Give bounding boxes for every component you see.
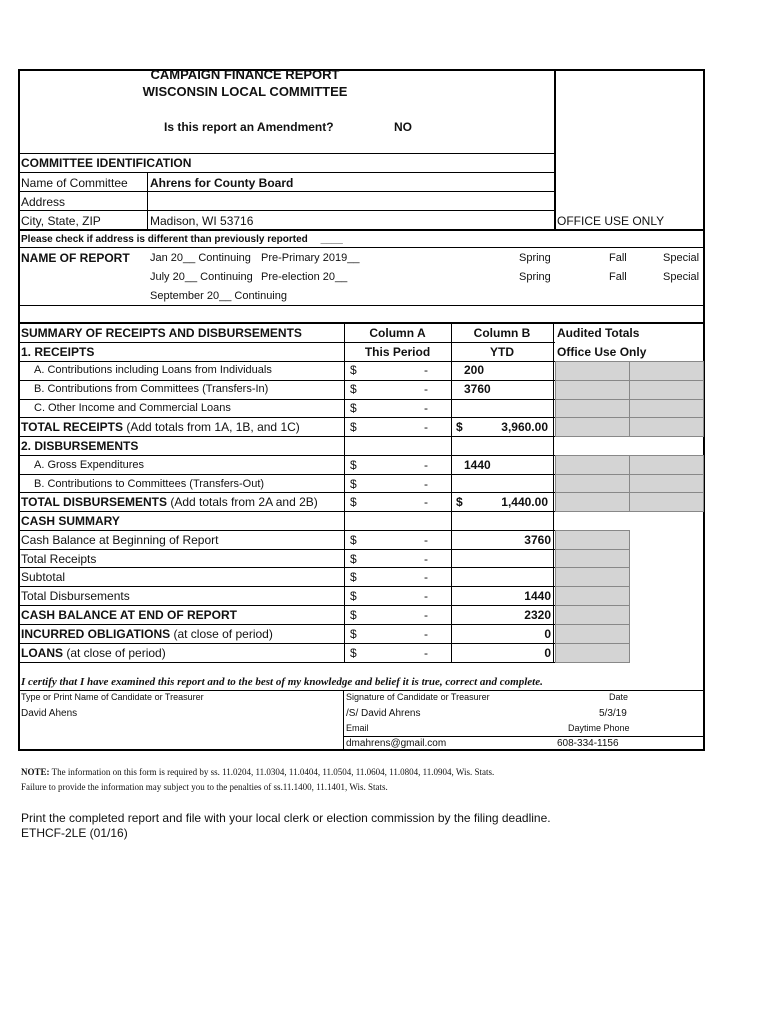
row-rule	[18, 474, 555, 475]
report-option-september[interactable]: September 20__ Continuing	[150, 290, 287, 302]
committee-name-field[interactable]: Ahrens for County Board	[150, 176, 294, 190]
report-name-bottom-rule	[18, 305, 705, 306]
total-receipts-label: TOTAL RECEIPTS	[21, 420, 124, 434]
footer-note	[21, 767, 494, 777]
row-rule	[18, 530, 555, 531]
receipts-title: 1. RECEIPTS	[21, 345, 95, 359]
disbursement-a-label: A. Gross Expenditures	[34, 459, 145, 471]
committee-name-label: Name of Committee	[21, 176, 128, 190]
audited-cell	[555, 474, 630, 493]
cash-row-col-b[interactable]: 3760	[524, 533, 551, 547]
column-b-header: Column B	[473, 326, 531, 340]
phone-label: Daytime Phone	[568, 723, 630, 733]
certification-statement: I certify that I have examined this report and to the best of my knowledge and belief it is true, correct and complete.	[21, 676, 543, 688]
cash-row-label	[21, 646, 166, 660]
name-label: Type or Print Name of Candidate or Treasurer	[21, 692, 204, 702]
footer-note-line2: Failure to provide the information may subject you to the penalties of ss.11.1400, 11.1401, Wis. Stats.	[21, 782, 388, 792]
row-rule	[18, 455, 555, 456]
report-option-fall-2[interactable]: Fall	[609, 271, 627, 283]
receipt-c-col-a[interactable]: -	[424, 401, 428, 415]
committee-top-rule	[18, 153, 554, 154]
cash-row-col-a[interactable]: -	[424, 646, 428, 660]
summary-title: SUMMARY OF RECEIPTS AND DISBURSEMENTS	[21, 326, 302, 340]
address-change-text: Please check if address is different than previously reported	[21, 234, 308, 245]
total-disbursements-row	[21, 495, 318, 509]
row-rule	[18, 643, 555, 644]
cash-row-dollar: $	[350, 552, 357, 566]
committee-rule-2	[18, 191, 554, 192]
cash-row-col-a[interactable]: -	[424, 570, 428, 584]
disbursement-a-dollar: $	[350, 458, 357, 472]
cash-row-col-b[interactable]: 0	[544, 627, 551, 641]
committee-section-title: COMMITTEE IDENTIFICATION	[21, 156, 192, 170]
report-option-july[interactable]: July 20__ Continuing	[150, 271, 253, 283]
column-a-header: Column A	[369, 326, 426, 340]
row-rule	[18, 567, 555, 568]
amendment-answer[interactable]: NO	[394, 120, 412, 134]
email-field[interactable]: dmahrens@gmail.com	[346, 738, 447, 749]
report-name-label: NAME OF REPORT	[21, 251, 130, 265]
cash-row-col-b[interactable]: 2320	[524, 608, 551, 622]
cash-row-dollar: $	[350, 608, 357, 622]
column-b-subheader: YTD	[490, 345, 514, 359]
audited-cell	[555, 380, 630, 400]
committee-city-label: City, State, ZIP	[21, 214, 101, 228]
total-receipts-note: (Add totals from 1A, 1B, and 1C)	[126, 420, 300, 434]
cash-summary-title: CASH SUMMARY	[21, 514, 120, 528]
cash-row-label	[21, 570, 65, 584]
address-change-note	[21, 234, 343, 245]
disbursement-a-col-a[interactable]: -	[424, 458, 428, 472]
receipt-b-col-a[interactable]: -	[424, 382, 428, 396]
total-disbursements-label: TOTAL DISBURSEMENTS	[21, 495, 168, 509]
cash-label-text: Total Receipts	[21, 552, 97, 566]
report-option-special-1[interactable]: Special	[663, 252, 700, 264]
cash-row-dollar: $	[350, 627, 357, 641]
committee-bottom-rule	[18, 229, 705, 231]
report-option-spring-1[interactable]: Spring	[519, 252, 551, 264]
audited-cell	[555, 549, 630, 568]
row-rule	[18, 586, 555, 587]
cash-row-col-b[interactable]: 0	[544, 646, 551, 660]
report-option-preprimary[interactable]: Pre-Primary 2019__	[261, 252, 360, 264]
cash-row-label	[21, 589, 130, 603]
audited-cell	[629, 361, 704, 381]
disbursement-b-label: B. Contributions to Committees (Transfers-Out)	[34, 478, 265, 490]
total-receipts-col-b: 3,960.00	[501, 420, 548, 434]
total-disbursements-col-a: -	[424, 495, 428, 509]
committee-rule-3	[18, 210, 554, 211]
row-rule	[18, 605, 555, 606]
cash-label-note: (at close of period)	[170, 627, 273, 641]
cash-row-col-b[interactable]: 1440	[524, 589, 551, 603]
receipt-b-dollar: $	[350, 382, 357, 396]
audited-cell	[629, 380, 704, 400]
row-rule	[18, 361, 555, 362]
report-option-special-2[interactable]: Special	[663, 271, 700, 283]
row-rule	[18, 549, 555, 550]
cash-row-label	[21, 608, 237, 622]
cash-label-note: (at close of period)	[63, 646, 166, 660]
audited-totals-header: Audited Totals	[557, 326, 640, 340]
audited-cell	[555, 399, 630, 418]
committee-city-field[interactable]: Madison, WI 53716	[150, 214, 254, 228]
audited-cell	[555, 624, 630, 644]
audited-cell	[555, 567, 630, 587]
receipt-c-label: C. Other Income and Commercial Loans	[34, 402, 231, 414]
total-receipts-dollar: $	[350, 420, 357, 434]
total-disbursements-col-b-dollar: $	[456, 495, 463, 509]
cash-label-text: Total Disbursements	[21, 589, 130, 603]
column-a-subheader: This Period	[364, 345, 431, 359]
form-id: ETHCF-2LE (01/16)	[21, 826, 128, 840]
signature-field[interactable]: /S/ David Ahrens	[346, 708, 421, 719]
cash-label-bold: CASH BALANCE AT END OF REPORT	[21, 608, 237, 622]
address-change-checkbox[interactable]: ____	[320, 234, 343, 245]
audited-cell	[555, 417, 630, 437]
committee-address-label: Address	[21, 195, 66, 209]
name-field[interactable]: David Ahens	[21, 708, 78, 719]
footer-note-text: The information on this form is required by ss. 11.0204, 11.0304, 11.0404, 11.0504, 11.0604, 11.0804, 11.0904, Wis. Stats.	[51, 767, 495, 777]
receipt-b-col-b[interactable]: 3760	[464, 382, 491, 396]
audited-cell	[555, 361, 630, 381]
cash-label-bold: LOANS	[21, 646, 63, 660]
cash-row-col-a[interactable]: -	[424, 627, 428, 641]
audited-cell	[629, 417, 704, 437]
report-name-top-rule	[18, 247, 705, 248]
row-rule	[18, 417, 555, 418]
footer-note-label: NOTE:	[21, 767, 50, 777]
office-use-subheader: Office Use Only	[557, 345, 647, 359]
form-title-line1: CAMPAIGN FINANCE REPORT	[150, 67, 340, 82]
receipt-b-label: B. Contributions from Committees (Transfers-In)	[34, 383, 269, 395]
audited-cell	[555, 586, 630, 606]
office-use-divider	[554, 69, 556, 230]
total-disbursements-col-b: 1,440.00	[501, 495, 548, 509]
row-rule	[18, 380, 555, 381]
receipt-a-col-b[interactable]: 200	[464, 363, 485, 377]
report-option-preelection[interactable]: Pre-election 20__	[261, 271, 348, 283]
receipt-c-dollar: $	[350, 401, 357, 415]
row-rule	[18, 492, 555, 493]
disbursement-a-col-b[interactable]: 1440	[464, 458, 491, 472]
filing-instruction: Print the completed report and file with your local clerk or election commission by the filing deadline.	[21, 811, 551, 825]
cash-row-dollar: $	[350, 589, 357, 603]
email-rule	[343, 736, 705, 737]
form-title-line2: WISCONSIN LOCAL COMMITTEE	[142, 84, 348, 99]
audited-cell	[555, 492, 630, 512]
report-option-spring-2[interactable]: Spring	[519, 271, 551, 283]
receipt-a-dollar: $	[350, 363, 357, 377]
row-rule	[18, 624, 555, 625]
amendment-question: Is this report an Amendment?	[164, 120, 334, 134]
row-rule	[18, 436, 555, 437]
report-option-fall-1[interactable]: Fall	[609, 252, 627, 264]
audited-cell	[629, 492, 704, 512]
receipt-a-label: A. Contributions including Loans from Individuals	[34, 364, 272, 376]
row-rule	[18, 662, 555, 663]
report-option-jan[interactable]: Jan 20__ Continuing	[150, 252, 251, 264]
audited-cell	[555, 643, 630, 663]
receipt-a-col-a[interactable]: -	[424, 363, 428, 377]
cash-row-label	[21, 627, 273, 641]
audited-cell	[629, 455, 704, 475]
total-disbursements-dollar: $	[350, 495, 357, 509]
committee-rule-1	[18, 172, 554, 173]
disbursements-title: 2. DISBURSEMENTS	[21, 439, 139, 453]
cash-label-text: Cash Balance at Beginning of Report	[21, 533, 219, 547]
email-label: Email	[346, 723, 369, 733]
cash-row-col-a[interactable]: -	[424, 533, 428, 547]
disbursement-b-dollar: $	[350, 477, 357, 491]
cash-row-label	[21, 533, 218, 547]
audited-cell	[555, 455, 630, 475]
cash-row-label	[21, 552, 96, 566]
cash-row-dollar: $	[350, 646, 357, 660]
cash-label-bold: INCURRED OBLIGATIONS	[21, 627, 171, 641]
office-use-only-label: OFFICE USE ONLY	[557, 214, 665, 228]
signature-label: Signature of Candidate or Treasurer	[346, 692, 490, 702]
total-disbursements-note: (Add totals from 2A and 2B)	[170, 495, 318, 509]
cash-row-col-a[interactable]: -	[424, 552, 428, 566]
certification-rule	[18, 690, 705, 691]
date-field[interactable]: 5/3/19	[599, 708, 627, 719]
cash-row-dollar: $	[350, 533, 357, 547]
total-receipts-col-a: -	[424, 420, 428, 434]
audited-cell	[629, 399, 704, 418]
phone-field[interactable]: 608-334-1156	[557, 738, 619, 749]
cash-label-text: Subtotal	[21, 570, 66, 584]
audited-cell	[555, 530, 630, 550]
audited-cell	[629, 474, 704, 493]
total-receipts-col-b-dollar: $	[456, 420, 463, 434]
cash-row-dollar: $	[350, 570, 357, 584]
row-rule	[18, 399, 555, 400]
committee-label-divider	[147, 172, 148, 229]
date-label: Date	[609, 692, 629, 702]
audited-cell	[555, 605, 630, 625]
signature-divider	[343, 690, 344, 751]
summary-header-rule	[18, 342, 555, 343]
cash-row-col-a[interactable]: -	[424, 589, 428, 603]
disbursement-b-col-a[interactable]: -	[424, 477, 428, 491]
total-receipts-row	[21, 420, 300, 434]
row-rule	[18, 511, 555, 512]
summary-top-rule	[18, 322, 705, 324]
cash-row-col-a[interactable]: -	[424, 608, 428, 622]
